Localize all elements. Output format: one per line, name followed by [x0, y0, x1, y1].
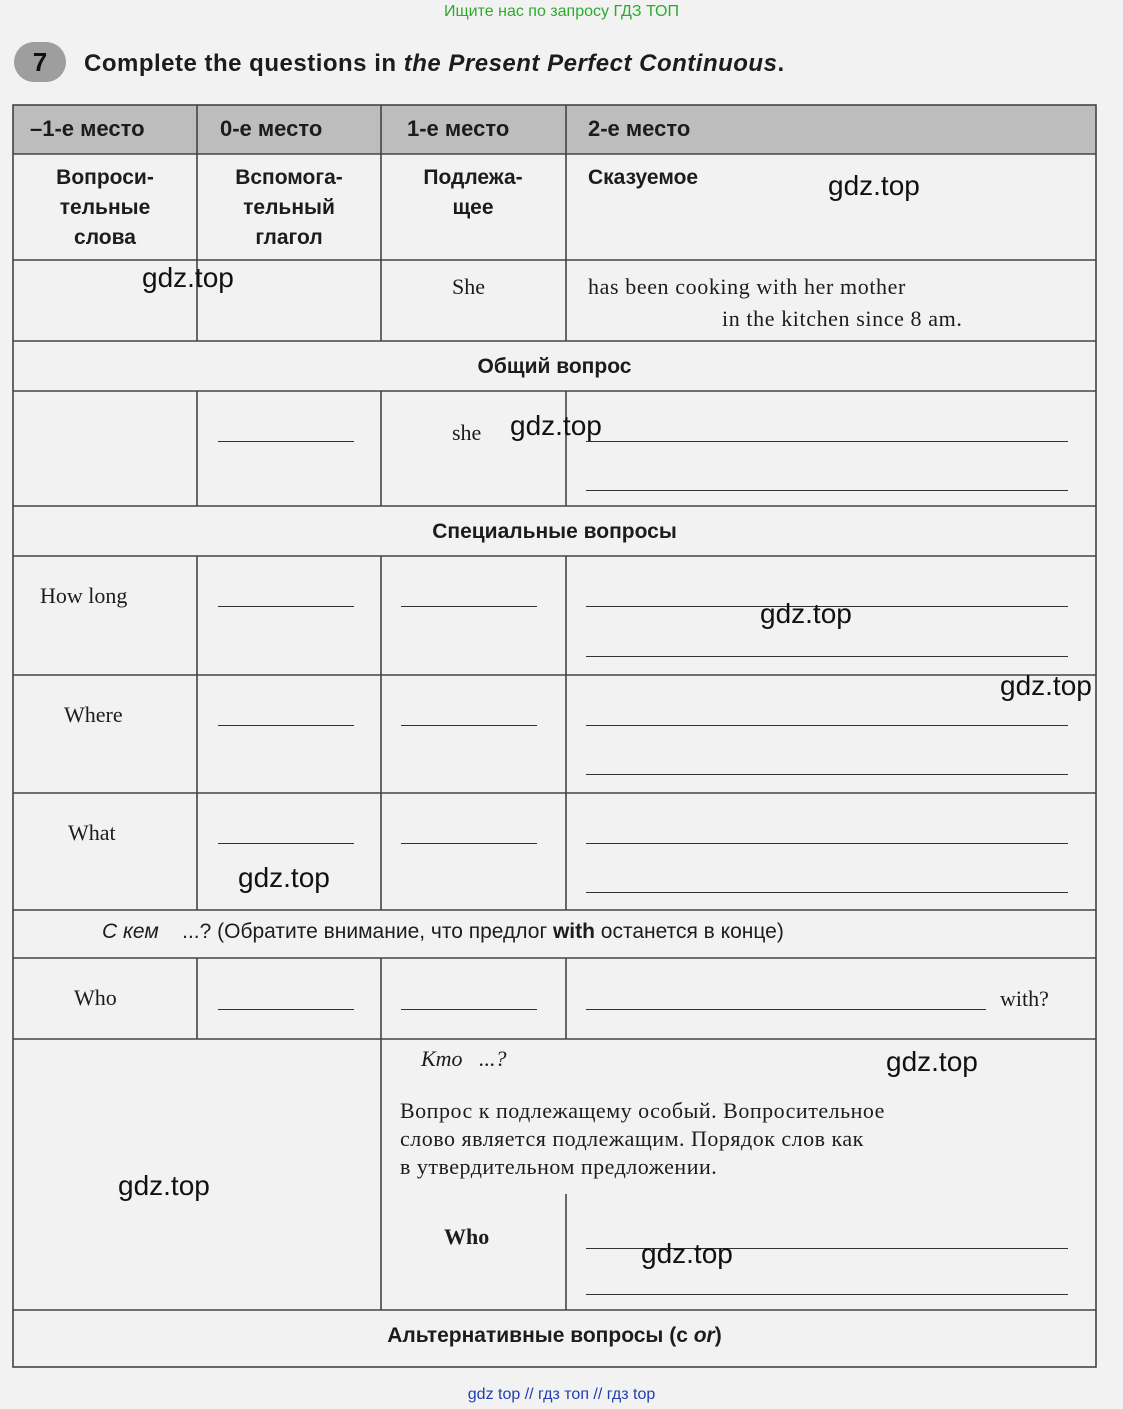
- watermark: gdz.top: [886, 1046, 978, 1077]
- statement-predicate-2: in the kitchen since 8 am.: [722, 306, 963, 331]
- watermark: gdz.top: [641, 1238, 733, 1269]
- header-col-2: 0-е место: [220, 116, 323, 141]
- with-whom-with: with?: [1000, 986, 1049, 1011]
- how-long-aux-blank[interactable]: [218, 606, 354, 607]
- with-whom-aux-blank[interactable]: [218, 1009, 354, 1010]
- statement-predicate-1: has been cooking with her mother: [588, 274, 906, 299]
- where-subject-blank[interactable]: [401, 725, 537, 726]
- special-where: Where: [64, 702, 123, 727]
- with-whom-who: Who: [74, 985, 117, 1010]
- with-whom-predicate-blank[interactable]: [586, 1009, 986, 1010]
- what-predicate-blank-2[interactable]: [586, 892, 1068, 893]
- who-subject-explanation: Вопрос к подлежащему особый. Вопросительное слово является подлежащим. Порядок слов как в утвердительном предложении.: [400, 1098, 885, 1179]
- header-col-3: 1-е место: [407, 116, 510, 141]
- subheader-predicate: Сказуемое: [588, 166, 699, 189]
- section-special-questions: Специальные вопросы: [432, 520, 677, 543]
- special-what: What: [68, 820, 116, 845]
- what-subject-blank[interactable]: [401, 843, 537, 844]
- header-col-1: –1-е место: [30, 116, 145, 141]
- watermark: gdz.top: [760, 598, 852, 629]
- how-long-subject-blank[interactable]: [401, 606, 537, 607]
- who-predicate-blank-2[interactable]: [586, 1294, 1068, 1295]
- how-long-predicate-blank-2[interactable]: [586, 656, 1068, 657]
- watermark: gdz.top: [1000, 670, 1092, 701]
- watermark: gdz.top: [828, 170, 920, 201]
- exercise-number: 7: [14, 42, 66, 82]
- special-how-long: How long: [40, 583, 128, 608]
- general-predicate-blank-2[interactable]: [586, 490, 1068, 491]
- who-subject-who: Who: [444, 1224, 490, 1249]
- table-header-band: [13, 105, 1096, 154]
- where-aux-blank[interactable]: [218, 725, 354, 726]
- where-predicate-blank-2[interactable]: [586, 774, 1068, 775]
- general-subject: she: [452, 420, 482, 445]
- statement-subject: She: [452, 274, 485, 299]
- with-whom-note: С кем ...? (Обратите внимание, что предлог with останется в конце): [102, 920, 784, 943]
- footer-links[interactable]: gdz top // гдз топ // гдз top: [467, 1386, 656, 1403]
- section-general-question: Общий вопрос: [477, 355, 632, 378]
- exercise-title: Complete the questions in the Present Perfect Continuous.: [84, 50, 785, 77]
- subheader-subject: Подлежа- щее: [423, 166, 523, 219]
- general-aux-blank[interactable]: [218, 441, 354, 442]
- where-predicate-blank-1[interactable]: [586, 725, 1068, 726]
- what-aux-blank[interactable]: [218, 843, 354, 844]
- subheader-question-words: Вопроси- тельные слова: [56, 166, 154, 249]
- top-link[interactable]: Ищите нас по запросу ГДЗ ТОП: [444, 3, 679, 20]
- watermark: gdz.top: [142, 262, 234, 293]
- what-predicate-blank-1[interactable]: [586, 843, 1068, 844]
- watermark: gdz.top: [118, 1170, 210, 1201]
- header-col-4: 2-е место: [588, 116, 691, 141]
- subheader-auxiliary: Вспомога- тельный глагол: [235, 166, 343, 249]
- general-predicate-blank-1[interactable]: [586, 441, 1068, 442]
- watermark: gdz.top: [238, 862, 330, 893]
- with-whom-subject-blank[interactable]: [401, 1009, 537, 1010]
- watermark: gdz.top: [510, 410, 602, 441]
- who-subject-label: Кто ...?: [421, 1046, 507, 1071]
- section-alternative-questions: Альтернативные вопросы (с or): [387, 1324, 722, 1347]
